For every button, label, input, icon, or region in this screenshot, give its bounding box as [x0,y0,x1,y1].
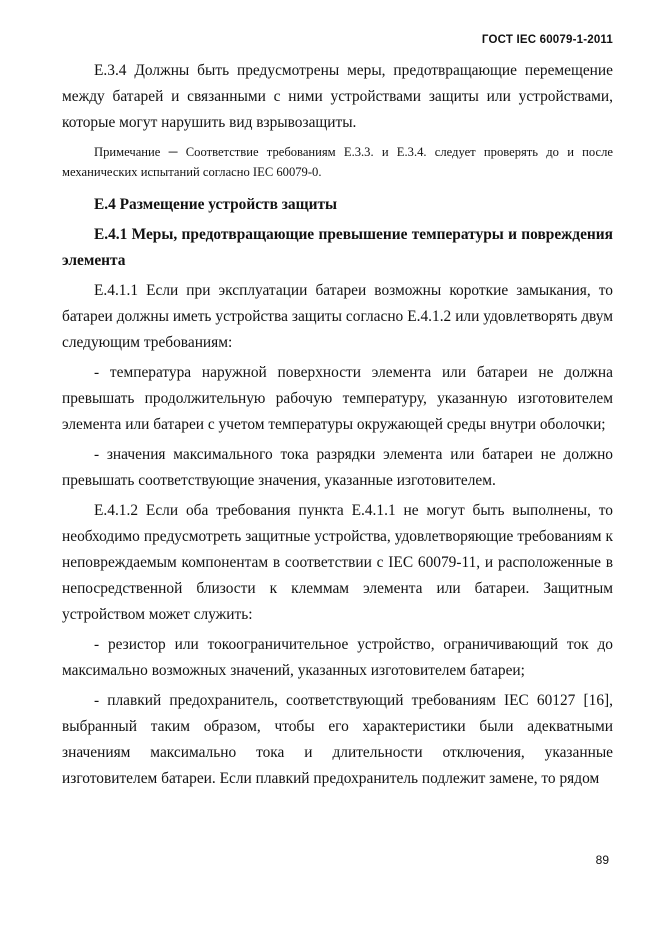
list-item-fuse: - плавкий предохранитель, соответствующий требованиям IEC 60127 [16], выбранный таким образом, чтобы его характеристики были адекватными значениям максимально тока и длительности отключения, указанные изготовителем батареи. Если плавкий предохранитель подлежит замене, то рядом [62,692,613,787]
page-content [62,58,613,796]
list-item-temperature: - температура наружной поверхности элемента или батареи не должна превышать продолжительную рабочую температуру, указанную изготовителем элемента или батареи с учетом температуры окружающей среды внутри оболочки; [62,364,613,433]
note: Примечание ─ Соответствие требованиям Е.3.3. и Е.3.4. следует проверять до и после механических испытаний согласно IEC 60079-0. [62,145,613,179]
document-header: ГОСТ IEC 60079-1-2011 [481,34,613,46]
list-item-current: - значения максимального тока разрядки элемента или батареи не должно превышать соответствующие значения, указанные изготовителем. [62,446,613,489]
paragraph-e-4-1-2: Е.4.1.2 Если оба требования пункта Е.4.1.1 не могут быть выполнены, то необходимо предусмотреть защитные устройства, удовлетворяющие требованиям к неповреждаемым компонентам в соответствии с IEC 60079-11, и расположенные в непосредственной близости к клеммам элемента или батареи. Защитным устройством может служить: [62,502,613,623]
page-number: 89 [595,853,609,867]
list-item-resistor: - резистор или токоограничительное устройство, ограничивающий ток до максимально возможных значений, указанных изготовителем батареи; [62,636,613,679]
heading-e-4: Е.4 Размещение устройств защиты [94,196,338,213]
paragraph-e-4-1-1: Е.4.1.1 Если при эксплуатации батареи возможны короткие замыкания, то батареи должны иметь устройства защиты согласно Е.4.1.2 или удовлетворять двум следующим требованиям: [62,282,613,351]
paragraph-e-3-4: Е.3.4 Должны быть предусмотрены меры, предотвращающие перемещение между батарей и связанными с ними устройствами защиты или устройствами, которые могут нарушить вид взрывозащиты. [62,62,613,131]
heading-e-4-1: Е.4.1 Меры, предотвращающие превышение температуры и повреждения элемента [62,226,613,269]
